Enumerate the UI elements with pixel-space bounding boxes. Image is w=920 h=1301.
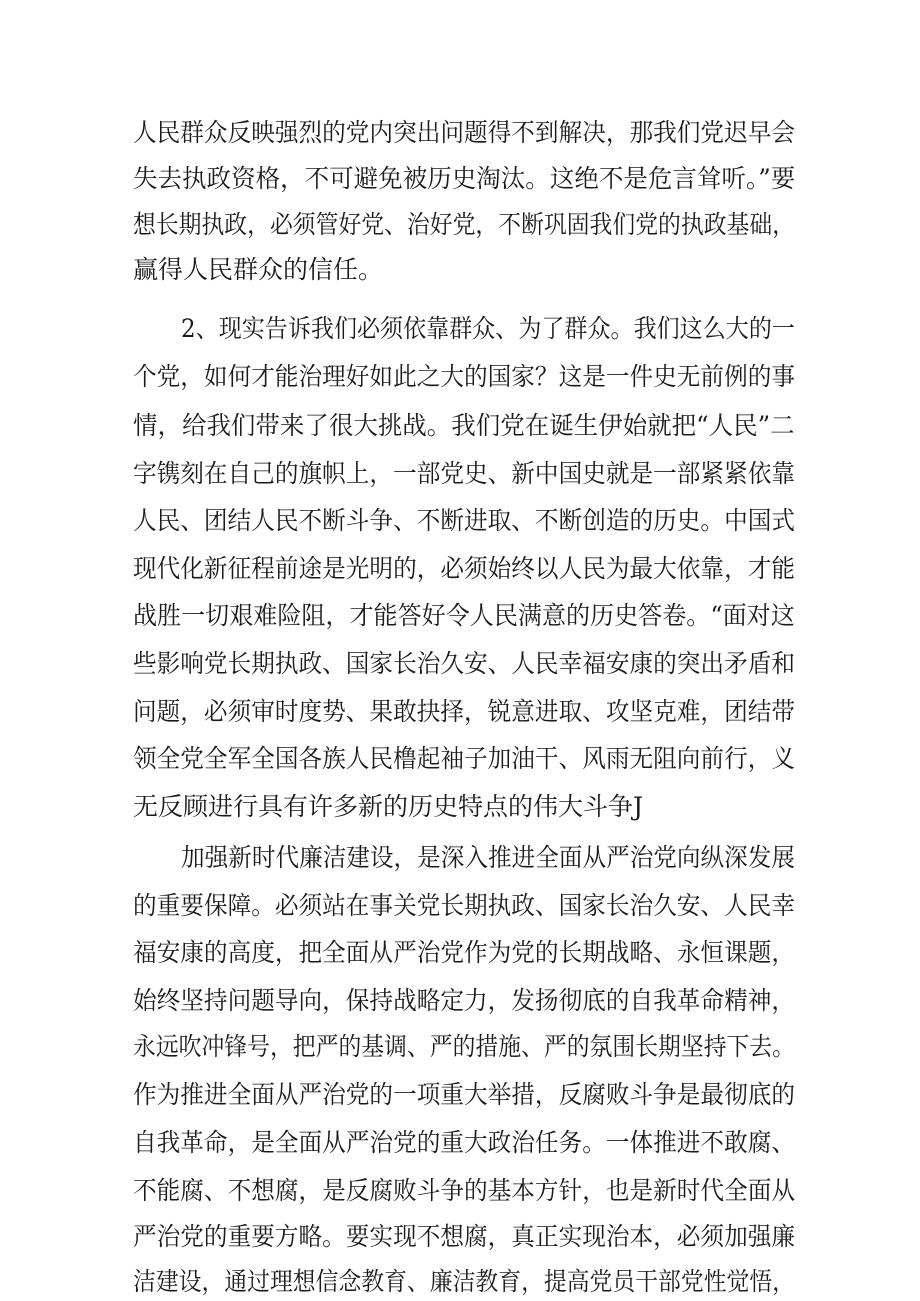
text-line: 严治党的重要方略。要实现不想腐，真正实现治本，必须加强廉: [133, 1222, 796, 1251]
text-line: 赢得人民群众的信任。: [133, 255, 384, 284]
text-line: 作为推进全面从严治党的一项重大举措，反腐败斗争是最彻底的: [133, 1080, 796, 1109]
text-line: 些影响党长期执政、国家长治久安、人民幸福安康的突出矛盾和: [133, 649, 796, 678]
text-line: 不能腐、不想腐，是反腐败斗争的基本方针，也是新时代全面从: [133, 1176, 796, 1205]
text-line: 失去执政资格，不可避免被历史淘汰。这绝不是危言耸听。”要: [133, 164, 796, 193]
text-line: 始终坚持问题导向，保持战略定力，发扬彻底的自我革命精神，: [133, 986, 796, 1015]
text-line: 自我革命，是全面从严治党的重大政治任务。一体推进不敢腐、: [133, 1128, 796, 1157]
text-line: 现代化新征程前途是光明的，必须始终以人民为最大依靠，才能: [133, 554, 796, 583]
text-line: 人民、团结人民不断斗争、不断进取、不断创造的历史。中国式: [133, 506, 796, 535]
text-line: 字镌刻在自己的旗帜上，一部党史、新中国史就是一部紧紧依靠: [133, 459, 796, 488]
text-line: 战胜一切艰难险阻，才能答好令人民满意的历史答卷。“面对这: [133, 601, 795, 630]
text-line: 人民群众反映强烈的党内突出问题得不到解决，那我们党迟早会: [133, 118, 796, 147]
text-line: 问题，必须审时度势、果敢抉择，锐意进取、攻坚克难，团结带: [133, 697, 796, 726]
text-line: 福安康的高度，把全面从严治党作为党的长期战略、永恒课题，: [133, 938, 796, 967]
text-line: 想长期执政，必须管好党、治好党，不断巩固我们党的执政基础，: [133, 210, 796, 239]
text-line: 永远吹冲锋号，把严的基调、严的措施、严的氛围长期坚持下去。: [133, 1032, 796, 1061]
paragraph-first-line: 2、现实告诉我们必须依靠群众、为了群众。我们这么大的一: [181, 314, 795, 343]
text-line: 的重要保障。必须站在事关党长期执政、国家长治久安、人民幸: [133, 891, 796, 920]
text-line: 洁建设，通过理想信念教育、廉洁教育，提高党员干部党性觉悟，: [133, 1267, 796, 1296]
text-line: 无反顾进行具有许多新的历史特点的伟大斗争J: [133, 792, 644, 821]
text-line: 领全党全军全国各族人民橹起袖子加油干、风雨无阻向前行，义: [133, 744, 796, 773]
text-line: 情，给我们带来了很大挑战。我们党在诞生伊始就把“人民”二: [133, 411, 795, 440]
text-line: 个党，如何才能治理好如此之大的国家？这是一件史无前例的事: [133, 362, 796, 391]
paragraph-first-line: 加强新时代廉洁建设，是深入推进全面从严治党向纵深发展: [181, 843, 796, 872]
